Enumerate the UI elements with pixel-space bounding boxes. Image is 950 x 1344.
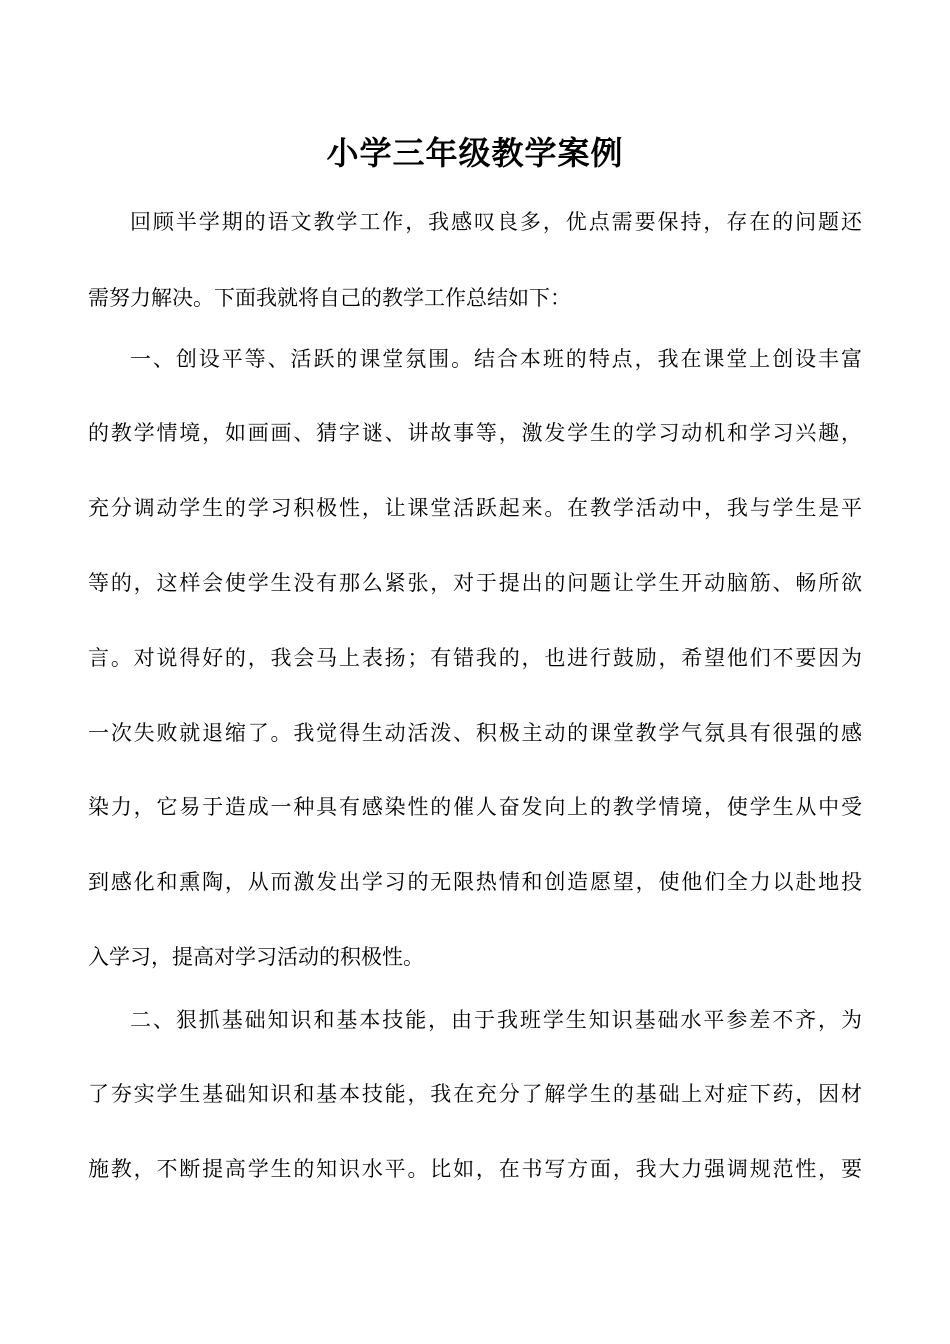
paragraph-line: 等的，这样会使学生没有那么紧张，对于提出的问题让学生开动脑筋、畅所欲 [88,571,862,595]
paragraph-line: 了夯实学生基础知识和基本技能，我在充分了解学生的基础上对症下药，因材 [88,1082,862,1106]
paragraph-line: 染力，它易于造成一种具有感染性的催人奋发向上的教学情境，使学生从中受 [88,795,862,819]
paragraph-line: 的教学情境，如画画、猜字谜、讲故事等，激发学生的学习动机和学习兴趣， [88,421,862,445]
paragraph-line: 需努力解决。下面我就将自己的教学工作总结如下： [88,286,571,310]
paragraph-line: 回顾半学期的语文教学工作，我感叹良多，优点需要保持，存在的问题还 [130,210,862,234]
paragraph-line: 到感化和熏陶，从而激发出学习的无限热情和创造愿望，使他们全力以赴地投 [88,870,862,894]
paragraph-line: 一次失败就退缩了。我觉得生动活泼、积极主动的课堂教学气氛具有很强的感 [88,721,862,745]
document-title: 小学三年级教学案例 [326,134,624,172]
paragraph-line: 言。对说得好的，我会马上表扬；有错我的，也进行鼓励，希望他们不要因为 [88,646,862,670]
paragraph-line: 施教，不断提高学生的知识水平。比如，在书写方面，我大力强调规范性，要 [88,1157,862,1181]
paragraph-line: 入学习，提高对学习活动的积极性。 [88,945,424,969]
paragraph-line: 充分调动学生的学习积极性，让课堂活跃起来。在教学活动中，我与学生是平 [88,496,862,520]
paragraph-line: 一、创设平等、活跃的课堂氛围。结合本班的特点，我在课堂上创设丰富 [130,347,862,371]
paragraph-line: 二、狠抓基础知识和基本技能，由于我班学生知识基础水平参差不齐，为 [130,1008,862,1032]
